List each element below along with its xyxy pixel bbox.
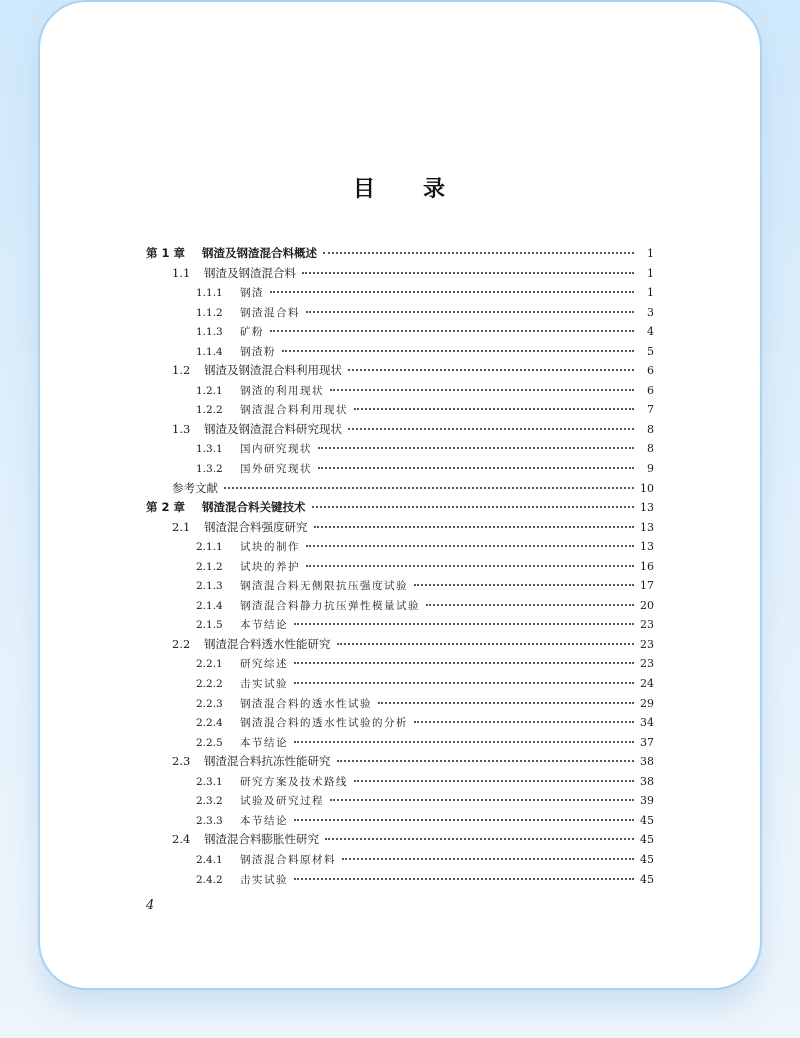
- toc-entry-title: 钢渣混合料关键技术: [202, 500, 306, 515]
- toc-entry-page: 4: [647, 325, 654, 339]
- toc-entry-title: 钢渣及钢渣混合料利用现状: [204, 363, 342, 378]
- toc-entry-number: 1.1.3: [196, 326, 223, 339]
- toc-entry-page: 7: [647, 403, 654, 417]
- toc-entry-title: 钢渣及钢渣混合料概述: [202, 246, 317, 260]
- toc-entry-number: 第 2 章: [146, 500, 186, 515]
- title-char-1: 目: [352, 177, 377, 202]
- toc-entry-number: 2.3: [172, 754, 191, 769]
- toc-entry-page: 45: [640, 872, 654, 886]
- toc-entry-page: 6: [647, 383, 654, 397]
- toc-entry-title: 国内研究现状: [240, 443, 312, 456]
- toc-entry-page: 23: [640, 657, 654, 671]
- toc-entry-page: 45: [640, 852, 654, 866]
- toc-entry[interactable]: [146, 537, 654, 557]
- toc-entry-page: 34: [640, 716, 654, 730]
- toc-dot-leader: [306, 545, 634, 547]
- toc-entry-title: 钢渣混合料无侧限抗压强度试验: [240, 580, 408, 593]
- toc-dot-leader: [337, 643, 635, 645]
- toc-entry[interactable]: [146, 850, 654, 870]
- page-number: 4: [146, 898, 155, 913]
- toc-entry-title: 钢渣混合料静力抗压弹性模量试验: [240, 599, 420, 612]
- toc-entry-page: 38: [640, 755, 654, 769]
- toc-entry-number: 第 1 章: [146, 246, 186, 260]
- toc-entry[interactable]: [146, 498, 654, 518]
- toc-entry-page: 13: [640, 501, 654, 515]
- toc-dot-leader: [306, 565, 634, 567]
- toc-entry-number: 2.1.5: [196, 619, 223, 632]
- toc-entry[interactable]: [146, 694, 654, 714]
- toc-entry-title: 本节结论: [240, 814, 288, 827]
- toc-dot-leader: [342, 858, 634, 860]
- toc-dot-leader: [294, 819, 634, 821]
- toc-entry-title: 钢渣: [240, 287, 264, 300]
- toc-dot-leader: [294, 682, 634, 684]
- toc-entry-page: 37: [640, 735, 654, 749]
- toc-entry-number: 2.2.2: [196, 678, 223, 691]
- toc-entry-title: 试块的养护: [240, 560, 300, 573]
- toc-entry-number: 2.2.3: [196, 697, 223, 710]
- toc-dot-leader: [282, 350, 634, 352]
- toc-dot-leader: [378, 702, 634, 704]
- toc-dot-leader: [270, 291, 634, 293]
- toc-dot-leader: [312, 506, 635, 508]
- toc-entry-number: 2.4.1: [196, 853, 223, 866]
- toc-entry[interactable]: [146, 283, 654, 303]
- toc-entry-number: 1.3.1: [196, 443, 223, 456]
- toc-entry-page: 6: [647, 364, 654, 378]
- toc-entry[interactable]: [146, 244, 654, 264]
- toc-entry-number: 1.3.2: [196, 463, 223, 476]
- toc-dot-leader: [426, 604, 634, 606]
- toc-dot-leader: [294, 623, 634, 625]
- toc-entry-title: 钢渣及钢渣混合料研究现状: [204, 421, 342, 436]
- toc-entry-number: 2.1.2: [196, 560, 223, 573]
- toc-entry-title: 研究方案及技术路线: [240, 775, 348, 788]
- toc-entry-title: 钢渣混合料的透水性试验的分析: [240, 717, 408, 730]
- toc-entry[interactable]: [146, 791, 654, 811]
- toc-entry-page: 13: [640, 520, 654, 534]
- toc-entry[interactable]: [146, 811, 654, 831]
- toc-entry-number: 1.3: [172, 421, 191, 436]
- toc-entry-title: 钢渣混合料: [240, 306, 300, 319]
- toc-entry[interactable]: [146, 733, 654, 753]
- toc-entry-title: 研究综述: [240, 658, 288, 671]
- toc-entry-title: 钢渣混合料透水性能研究: [204, 636, 331, 651]
- toc-dot-leader: [294, 662, 634, 664]
- toc-entry-page: 17: [640, 579, 654, 593]
- toc-entry[interactable]: [146, 420, 654, 440]
- toc-entry-number: 1.2: [172, 363, 191, 378]
- toc-dot-leader: [414, 721, 634, 723]
- toc-entry-title: 国外研究现状: [240, 463, 312, 476]
- toc-entry[interactable]: [146, 459, 654, 479]
- toc-entry-title: 钢渣的利用现状: [240, 384, 324, 397]
- toc-dot-leader: [323, 252, 634, 254]
- toc-entry-number: 2.1.1: [196, 541, 223, 554]
- toc-entry-title: 本节结论: [240, 619, 288, 632]
- page-title: [40, 172, 760, 203]
- toc-dot-leader: [337, 760, 635, 762]
- toc-entry-page: 23: [640, 637, 654, 651]
- toc-entry-title: 矿粉: [240, 326, 264, 339]
- toc-entry[interactable]: [146, 322, 654, 342]
- toc-entry[interactable]: [146, 342, 654, 362]
- toc-entry[interactable]: [146, 264, 654, 284]
- toc-entry[interactable]: [146, 303, 654, 323]
- toc-entry-title: 钢渣混合料膨胀性研究: [204, 832, 319, 847]
- toc-entry-number: 1.1.2: [196, 306, 223, 319]
- toc-entry-number: 2.4: [172, 832, 191, 847]
- toc-dot-leader: [314, 526, 635, 528]
- toc-entry-page: 1: [647, 247, 654, 260]
- toc-entry-number: 1.1: [172, 265, 191, 280]
- toc-entry-number: 2.1.3: [196, 580, 223, 593]
- toc-entry-number: 1.1.4: [196, 345, 223, 358]
- toc-entry-page: 10: [640, 481, 654, 495]
- toc-entry-title: 参考文献: [172, 480, 218, 495]
- toc-dot-leader: [348, 428, 634, 430]
- toc-entry-number: 2.2.1: [196, 658, 223, 671]
- toc-entry-page: 1: [647, 266, 654, 280]
- toc-entry-title: 钢渣混合料抗冻性能研究: [204, 754, 331, 769]
- toc-dot-leader: [224, 487, 634, 489]
- toc-entry-title: 钢渣混合料的透水性试验: [240, 697, 372, 710]
- toc-entry-number: 1.2.2: [196, 404, 223, 417]
- toc-entry-title: 本节结论: [240, 736, 288, 749]
- toc-entry[interactable]: [146, 870, 654, 890]
- toc-dot-leader: [354, 780, 634, 782]
- toc-entry-page: 23: [640, 618, 654, 632]
- toc-entry-page: 8: [647, 422, 654, 436]
- toc-entry-title: 钢渣粉: [240, 345, 276, 358]
- toc-entry-number: 2.3.1: [196, 775, 223, 788]
- toc-dot-leader: [330, 389, 634, 391]
- toc-entry-number: 2.2.5: [196, 736, 223, 749]
- toc-entry[interactable]: [146, 674, 654, 694]
- toc-dot-leader: [414, 584, 634, 586]
- toc-entry-page: 16: [640, 559, 654, 573]
- toc-entry[interactable]: [146, 557, 654, 577]
- toc-entry-number: 2.2.4: [196, 717, 223, 730]
- toc-entry-page: 9: [647, 462, 654, 476]
- toc-entry[interactable]: [146, 654, 654, 674]
- toc-dot-leader: [354, 408, 634, 410]
- toc-entry-number: 2.1.4: [196, 599, 223, 612]
- toc-entry[interactable]: [146, 615, 654, 635]
- toc-dot-leader: [270, 330, 634, 332]
- toc-entry-page: 20: [640, 598, 654, 612]
- toc-entry[interactable]: [146, 479, 654, 499]
- toc-entry-number: 2.2: [172, 636, 191, 651]
- toc-entry[interactable]: [146, 381, 654, 401]
- toc-entry-number: 2.4.2: [196, 873, 223, 886]
- toc-entry-title: 钢渣混合料利用现状: [240, 404, 348, 417]
- toc-dot-leader: [302, 272, 634, 274]
- toc-entry-number: 1.1.1: [196, 287, 223, 300]
- toc-entry-page: 39: [640, 794, 654, 808]
- toc-dot-leader: [294, 741, 634, 743]
- toc-entry-title: 试验及研究过程: [240, 795, 324, 808]
- toc-dot-leader: [318, 447, 634, 449]
- toc-entry[interactable]: [146, 361, 654, 381]
- toc-entry-page: 1: [647, 286, 654, 300]
- toc-entry-number: 2.3.2: [196, 795, 223, 808]
- toc-entry-title: 击实试验: [240, 873, 288, 886]
- toc-entry[interactable]: [146, 518, 654, 538]
- toc-entry-page: 45: [640, 833, 654, 847]
- toc-entry-page: 45: [640, 813, 654, 827]
- toc-entry[interactable]: [146, 400, 654, 420]
- toc-dot-leader: [325, 838, 634, 840]
- toc-dot-leader: [318, 467, 634, 469]
- toc-entry-number: 2.3.3: [196, 814, 223, 827]
- toc-dot-leader: [306, 311, 634, 313]
- toc-entry-title: 试块的制作: [240, 541, 300, 554]
- toc-entry-title: 钢渣混合料强度研究: [204, 519, 308, 534]
- toc-entry[interactable]: [146, 439, 654, 459]
- toc-entry-page: 5: [647, 344, 654, 358]
- toc-entry-page: 24: [640, 677, 654, 691]
- title-char-2: 录: [423, 177, 448, 202]
- toc-entry-page: 3: [647, 305, 654, 319]
- toc-entry-title: 钢渣及钢渣混合料: [204, 265, 296, 280]
- toc-entry[interactable]: [146, 596, 654, 616]
- toc-entry-page: 13: [640, 540, 654, 554]
- toc-entry[interactable]: [146, 576, 654, 596]
- toc-entry-number: 2.1: [172, 519, 191, 534]
- toc-entry[interactable]: [146, 830, 654, 850]
- toc-entry[interactable]: [146, 635, 654, 655]
- toc-entry-page: 8: [647, 442, 654, 456]
- toc-dot-leader: [294, 878, 634, 880]
- toc-dot-leader: [330, 799, 634, 801]
- toc-entry-number: 1.2.1: [196, 384, 223, 397]
- toc-entry[interactable]: [146, 752, 654, 772]
- toc-entry-page: 38: [640, 774, 654, 788]
- toc-dot-leader: [348, 369, 634, 371]
- toc-entry[interactable]: [146, 772, 654, 792]
- toc-entry-title: 击实试验: [240, 678, 288, 691]
- toc-entry-title: 钢渣混合料原材料: [240, 853, 336, 866]
- toc-entry-page: 29: [640, 696, 654, 710]
- table-of-contents: [146, 244, 654, 889]
- toc-entry[interactable]: [146, 713, 654, 733]
